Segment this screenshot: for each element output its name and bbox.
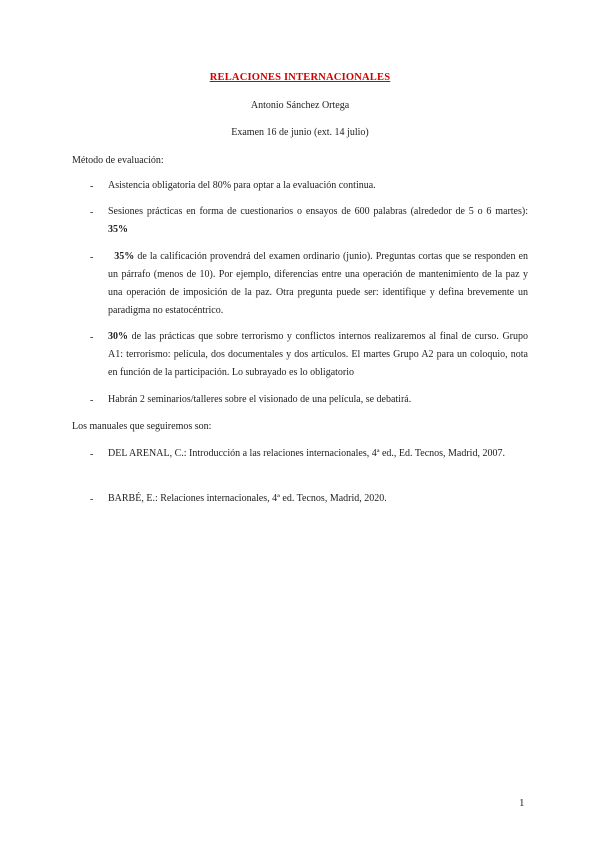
list-dash: - [90,181,94,192]
list-dash: - [90,252,94,263]
document-title: RELACIONES INTERNACIONALES [209,72,391,83]
manuals-heading: Los manuales que seguiremos son: [72,421,212,432]
list-item-text: 35% de la calificación provendrá del examen ordinario (junio). Preguntas cortas que se responden en un párrafo (menos de 10). Por ejemplo, diferencias entre una operación de mantenimiento de la paz y una operación de imposición de la paz. Otra pregunta puede ser: identifique y defina brevemente un paradigma no estatocéntrico. [108,251,528,316]
page-number: 1 [519,797,525,809]
list-item-text: BARBÉ, E.: Relaciones internacionales, 4ª ed. Tecnos, Madrid, 2020. [108,493,387,504]
exam-date: Examen 16 de junio (ext. 14 julio) [231,127,369,138]
list-item-text: Sesiones prácticas en forma de cuestionarios o ensayos de 600 palabras (alrededor de 5 o 6 martes): 35% [108,206,528,235]
list-dash: - [90,449,94,460]
method-heading: Método de evaluación: [72,155,164,166]
list-dash: - [90,207,94,218]
list-item-text: Asistencia obligatoria del 80% para optar a la evaluación continua. [108,180,376,191]
list-item-text: Habrán 2 seminarios/talleres sobre el visionado de una película, se debatirá. [108,394,412,405]
list-dash: - [90,395,94,406]
list-dash: - [90,332,94,343]
list-item-text: 30% de las prácticas que sobre terrorismo y conflictos internos realizaremos al final de curso. Grupo A1: terrorismo: película, dos documentales y dos artículos. El martes Grupo A2 para un coloquio, nota en función de la participación. Lo subrayado es lo obligatorio [108,331,528,378]
list-dash: - [90,494,94,505]
author-name: Antonio Sánchez Ortega [250,100,350,111]
list-item-text: DEL ARENAL, C.: Introducción a las relaciones internacionales, 4ª ed., Ed. Tecnos, Madrid, 2007. [108,448,505,459]
